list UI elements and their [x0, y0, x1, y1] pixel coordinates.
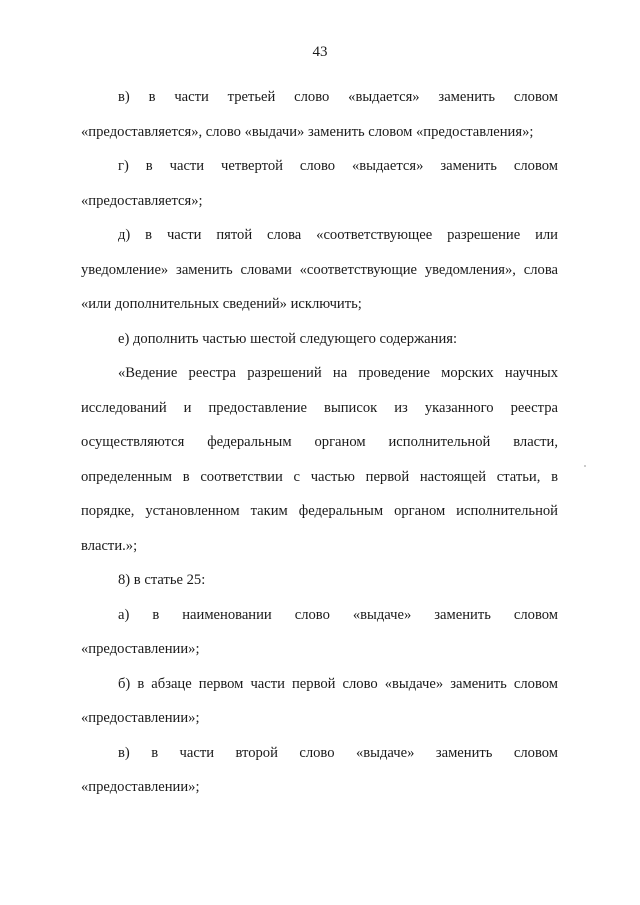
paragraph-line: власти.»;: [81, 537, 138, 554]
paragraph-line: б) в абзаце первом части первой слово «выдаче» заменить словом: [118, 675, 558, 692]
paragraph-line: «предоставлении»;: [81, 779, 200, 795]
page-number: 43: [312, 44, 328, 60]
paragraph-quoted-text: [81, 356, 558, 563]
paragraph-line: в) в части второй слово «выдаче» заменить словом: [118, 744, 558, 761]
paragraph-line: г) в части четвертой слово «выдается» заменить словом: [118, 158, 558, 174]
paragraph-line: е) дополнить частью шестой следующего содержания:: [118, 330, 458, 347]
paragraph-v-part-two: [81, 736, 558, 805]
paragraph-line: «Ведение реестра разрешений на проведение морских научных: [118, 365, 558, 381]
paragraph-line: а) в наименовании слово «выдаче» заменить словом: [118, 606, 558, 623]
paragraph-article-25: [81, 563, 558, 598]
document-body: [81, 80, 558, 805]
paragraph-line: «предоставлении»;: [81, 641, 200, 657]
paragraph-line: осуществляются федеральным органом исполнительной власти,: [81, 434, 558, 450]
paragraph-line: «предоставляется»;: [81, 192, 203, 209]
paragraph-line: «или дополнительных сведений» исключить;: [81, 296, 362, 312]
paragraph-line: уведомление» заменить словами «соответствующие уведомления», слова: [81, 261, 558, 278]
paragraph-line: 8) в статье 25:: [118, 572, 206, 588]
paragraph-line: в) в части третьей слово «выдается» заменить словом: [118, 89, 558, 105]
scan-speck: [584, 465, 586, 467]
paragraph-line: порядке, установленном таким федеральным органом исполнительной: [81, 503, 558, 519]
paragraph-v-part-three: [81, 80, 558, 149]
paragraph-a-title: [81, 598, 558, 667]
paragraph-e-part-six: [81, 322, 558, 357]
paragraph-b-part-one: [81, 667, 558, 736]
paragraph-line: д) в части пятой слова «соответствующее разрешение или: [118, 227, 558, 243]
paragraph-line: «предоставляется», слово «выдачи» заменить словом «предоставления»;: [81, 123, 534, 140]
paragraph-d-part-five: [81, 218, 558, 322]
paragraph-line: «предоставлении»;: [81, 710, 200, 726]
paragraph-g-part-four: [81, 149, 558, 218]
paragraph-line: исследований и предоставление выписок из указанного реестра: [81, 399, 558, 416]
paragraph-line: определенным в соответствии с частью первой настоящей статьи, в: [81, 468, 558, 485]
